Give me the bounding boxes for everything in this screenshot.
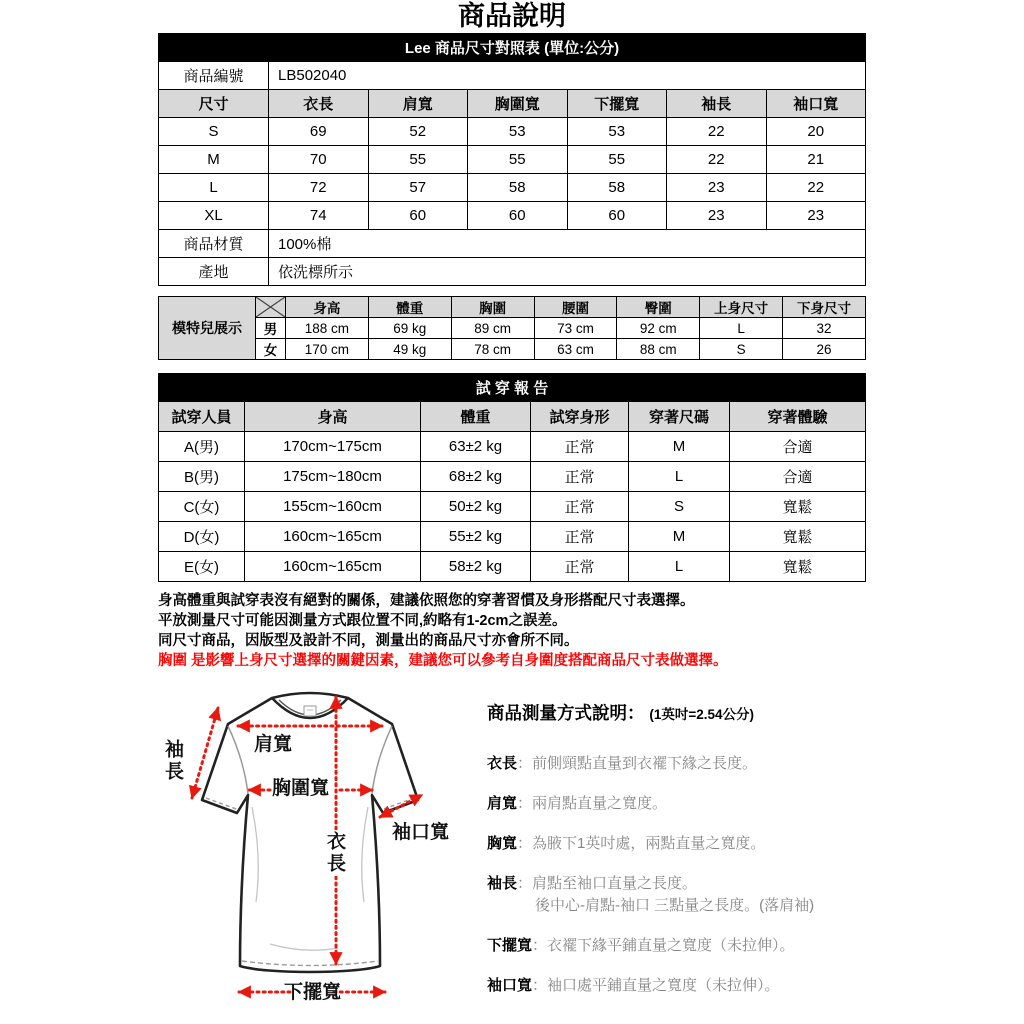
value-cell: 73 cm xyxy=(534,318,617,339)
guide-desc: 衣襬下緣平鋪直量之寬度（未拉伸）。 xyxy=(547,937,795,954)
size-row-s xyxy=(159,118,866,146)
column-header: 下身尺寸 xyxy=(783,297,866,318)
fitting-report-table xyxy=(158,401,866,582)
value-cell: S xyxy=(629,492,730,522)
page-title: 商品說明 xyxy=(458,1,566,31)
column-header: 體重 xyxy=(421,402,531,432)
value-cell: 21 xyxy=(766,146,866,174)
shoulder-width-label: 肩寬 xyxy=(254,734,293,755)
guide-colon: ： xyxy=(517,835,533,852)
product-no-row xyxy=(159,62,866,90)
value-cell: 70 xyxy=(269,146,369,174)
origin-label: 產地 xyxy=(159,258,269,286)
value-cell: 合適 xyxy=(730,462,866,492)
cuff-width-label: 袖口寬 xyxy=(392,822,450,843)
value-cell: 53 xyxy=(567,118,667,146)
hem-width-label: 下擺寬 xyxy=(284,982,342,1003)
value-cell: 58±2 kg xyxy=(421,552,531,582)
column-header: 上身尺寸 xyxy=(700,297,783,318)
guide-term: 肩寬 xyxy=(487,795,518,812)
value-cell: L xyxy=(629,552,730,582)
value-cell: 55 xyxy=(468,146,568,174)
guide-item xyxy=(487,793,967,815)
guide-desc: 兩肩點直量之寬度。 xyxy=(532,795,668,812)
guide-colon: ： xyxy=(532,977,548,994)
size-cell: S xyxy=(159,118,269,146)
guide-colon: ： xyxy=(517,755,533,772)
column-header: 試穿人員 xyxy=(159,402,245,432)
fitting-header-row xyxy=(159,402,866,432)
tester-cell: D(女) xyxy=(159,522,245,552)
tester-cell: C(女) xyxy=(159,492,245,522)
value-cell: 63±2 kg xyxy=(421,432,531,462)
value-cell: 188 cm xyxy=(286,318,369,339)
value-cell: 155cm~160cm xyxy=(245,492,421,522)
value-cell: 正常 xyxy=(531,462,629,492)
material-label: 商品材質 xyxy=(159,230,269,258)
guide-desc: 袖口處平鋪直量之寬度（未拉伸）。 xyxy=(547,977,780,994)
model-display-table xyxy=(158,296,866,360)
guide-term: 胸寬 xyxy=(487,835,518,852)
value-cell: L xyxy=(629,462,730,492)
fitting-row xyxy=(159,432,866,462)
value-cell: 68±2 kg xyxy=(421,462,531,492)
guide-colon: ： xyxy=(517,875,533,892)
column-header: 身高 xyxy=(286,297,369,318)
value-cell: 63 cm xyxy=(534,339,617,360)
value-cell: 92 cm xyxy=(617,318,700,339)
diagonal-x-icon xyxy=(256,297,285,317)
value-cell: 60 xyxy=(368,202,468,230)
tshirt-measurement-diagram xyxy=(150,682,480,1022)
product-no-label: 商品編號 xyxy=(159,62,269,90)
guide-colon: ： xyxy=(532,937,548,954)
size-cell: XL xyxy=(159,202,269,230)
value-cell: M xyxy=(629,432,730,462)
tester-cell: B(男) xyxy=(159,462,245,492)
guide-term: 衣長 xyxy=(487,755,518,772)
guide-desc: 為腋下1英吋處，兩點直量之寬度。 xyxy=(532,835,766,852)
column-header: 身高 xyxy=(245,402,421,432)
chest-width-label: 胸圍寬 xyxy=(272,778,330,799)
fitting-row xyxy=(159,522,866,552)
column-header: 體重 xyxy=(368,297,451,318)
value-cell: 55 xyxy=(567,146,667,174)
value-cell: 23 xyxy=(667,202,767,230)
guide-item xyxy=(487,975,967,997)
value-cell: 寬鬆 xyxy=(730,492,866,522)
value-cell: 55±2 kg xyxy=(421,522,531,552)
diagonal-cell xyxy=(256,297,286,318)
value-cell: 正常 xyxy=(531,522,629,552)
column-header: 袖長 xyxy=(667,90,767,118)
guide-item-line1 xyxy=(487,873,967,895)
origin-row xyxy=(159,258,866,286)
model-row-male xyxy=(159,318,866,339)
value-cell: 寬鬆 xyxy=(730,522,866,552)
guide-term: 袖口寬 xyxy=(487,977,533,994)
fitting-report-header-bar: 試 穿 報 告 xyxy=(158,373,866,401)
material-value: 100%棉 xyxy=(269,230,866,258)
note-line: 同尺寸商品，因版型及設計不同，測量出的商品尺寸亦會所不同。 xyxy=(158,633,579,649)
value-cell: 26 xyxy=(783,339,866,360)
value-cell: 89 cm xyxy=(451,318,534,339)
size-cell: M xyxy=(159,146,269,174)
guide-term: 下擺寬 xyxy=(487,937,533,954)
value-cell: S xyxy=(700,339,783,360)
note-line: 身高體重與試穿表沒有絕對的關係，建議依照您的穿著習慣及身形搭配尺寸表選擇。 xyxy=(158,593,695,609)
value-cell: 69 kg xyxy=(368,318,451,339)
value-cell: 32 xyxy=(783,318,866,339)
gender-cell: 男 xyxy=(256,318,286,339)
size-row-xl xyxy=(159,202,866,230)
value-cell: 寬鬆 xyxy=(730,552,866,582)
guide-item xyxy=(487,753,967,775)
guide-item xyxy=(487,873,967,917)
model-row-female xyxy=(159,339,866,360)
value-cell: 正常 xyxy=(531,432,629,462)
column-header: 胸圍寬 xyxy=(468,90,568,118)
value-cell: 22 xyxy=(667,146,767,174)
value-cell: 74 xyxy=(269,202,369,230)
guide-heading-note: (1英吋=2.54公分) xyxy=(649,707,755,722)
column-header: 試穿身形 xyxy=(531,402,629,432)
value-cell: 170 cm xyxy=(286,339,369,360)
column-header: 胸圍 xyxy=(451,297,534,318)
column-header: 尺寸 xyxy=(159,90,269,118)
size-row-m xyxy=(159,146,866,174)
note-line: 平放測量尺寸可能因測量方式跟位置不同,約略有1-2cm之誤差。 xyxy=(158,613,567,629)
column-header: 臀圍 xyxy=(617,297,700,318)
column-header: 肩寬 xyxy=(368,90,468,118)
value-cell: 78 cm xyxy=(451,339,534,360)
product-no-value: LB502040 xyxy=(269,62,866,90)
value-cell: 170cm~175cm xyxy=(245,432,421,462)
tester-cell: A(男) xyxy=(159,432,245,462)
measurement-guide-heading xyxy=(487,700,967,725)
size-columns-row xyxy=(159,90,866,118)
value-cell: 正常 xyxy=(531,552,629,582)
value-cell: 160cm~165cm xyxy=(245,522,421,552)
fitting-row xyxy=(159,552,866,582)
body-length-label: 衣長 xyxy=(324,831,345,875)
tshirt-outline xyxy=(202,693,418,972)
value-cell: 53 xyxy=(468,118,568,146)
value-cell: 58 xyxy=(468,174,568,202)
value-cell: 60 xyxy=(567,202,667,230)
column-header: 穿著尺碼 xyxy=(629,402,730,432)
guide-item xyxy=(487,935,967,957)
value-cell: 88 cm xyxy=(617,339,700,360)
size-chart-table xyxy=(158,61,866,286)
model-display-label: 模特兒展示 xyxy=(159,297,256,360)
value-cell: 20 xyxy=(766,118,866,146)
value-cell: 23 xyxy=(667,174,767,202)
size-chart-header-bar: Lee 商品尺寸對照表 (單位:公分) xyxy=(158,33,866,61)
origin-value: 依洗標所示 xyxy=(269,258,866,286)
value-cell: 58 xyxy=(567,174,667,202)
value-cell: 50±2 kg xyxy=(421,492,531,522)
value-cell: 72 xyxy=(269,174,369,202)
value-cell: 合適 xyxy=(730,432,866,462)
sleeve-length-label: 袖長 xyxy=(162,739,183,783)
content-area xyxy=(158,33,866,671)
value-cell: L xyxy=(700,318,783,339)
fitting-row xyxy=(159,462,866,492)
fitting-row xyxy=(159,492,866,522)
guide-heading-text: 商品測量方式說明： xyxy=(487,703,645,723)
column-header: 袖口寬 xyxy=(766,90,866,118)
gender-cell: 女 xyxy=(256,339,286,360)
value-cell: 23 xyxy=(766,202,866,230)
value-cell: 55 xyxy=(368,146,468,174)
value-cell: 正常 xyxy=(531,492,629,522)
guide-item xyxy=(487,833,967,855)
value-cell: 160cm~165cm xyxy=(245,552,421,582)
value-cell: 57 xyxy=(368,174,468,202)
collar-brand-tag xyxy=(304,706,316,716)
value-cell: 175cm~180cm xyxy=(245,462,421,492)
value-cell: 69 xyxy=(269,118,369,146)
guide-colon: ： xyxy=(517,795,533,812)
value-cell: 22 xyxy=(766,174,866,202)
size-row-l xyxy=(159,174,866,202)
guide-term: 袖長 xyxy=(487,875,518,892)
material-row xyxy=(159,230,866,258)
tester-cell: E(女) xyxy=(159,552,245,582)
notes-block xyxy=(158,591,866,671)
column-header: 穿著體驗 xyxy=(730,402,866,432)
measurement-guide xyxy=(487,700,967,1015)
value-cell: 60 xyxy=(468,202,568,230)
value-cell: 52 xyxy=(368,118,468,146)
column-header: 腰圍 xyxy=(534,297,617,318)
guide-desc-line2: 後中心-肩點-袖口 三點量之長度。(落肩袖) xyxy=(535,897,815,914)
value-cell: 49 kg xyxy=(368,339,451,360)
guide-desc: 肩點至袖口直量之長度。 xyxy=(532,875,698,892)
value-cell: 22 xyxy=(667,118,767,146)
tshirt-diagram-drawing xyxy=(150,682,480,1022)
column-header: 衣長 xyxy=(269,90,369,118)
model-header-row xyxy=(159,297,866,318)
size-cell: L xyxy=(159,174,269,202)
note-line-highlight: 胸圍 是影響上身尺寸選擇的關鍵因素，建議您可以參考自身圍度搭配商品尺寸表做選擇。 xyxy=(158,653,728,669)
column-header: 下擺寬 xyxy=(567,90,667,118)
guide-desc: 前側頸點直量到衣襬下緣之長度。 xyxy=(532,755,758,772)
value-cell: M xyxy=(629,522,730,552)
